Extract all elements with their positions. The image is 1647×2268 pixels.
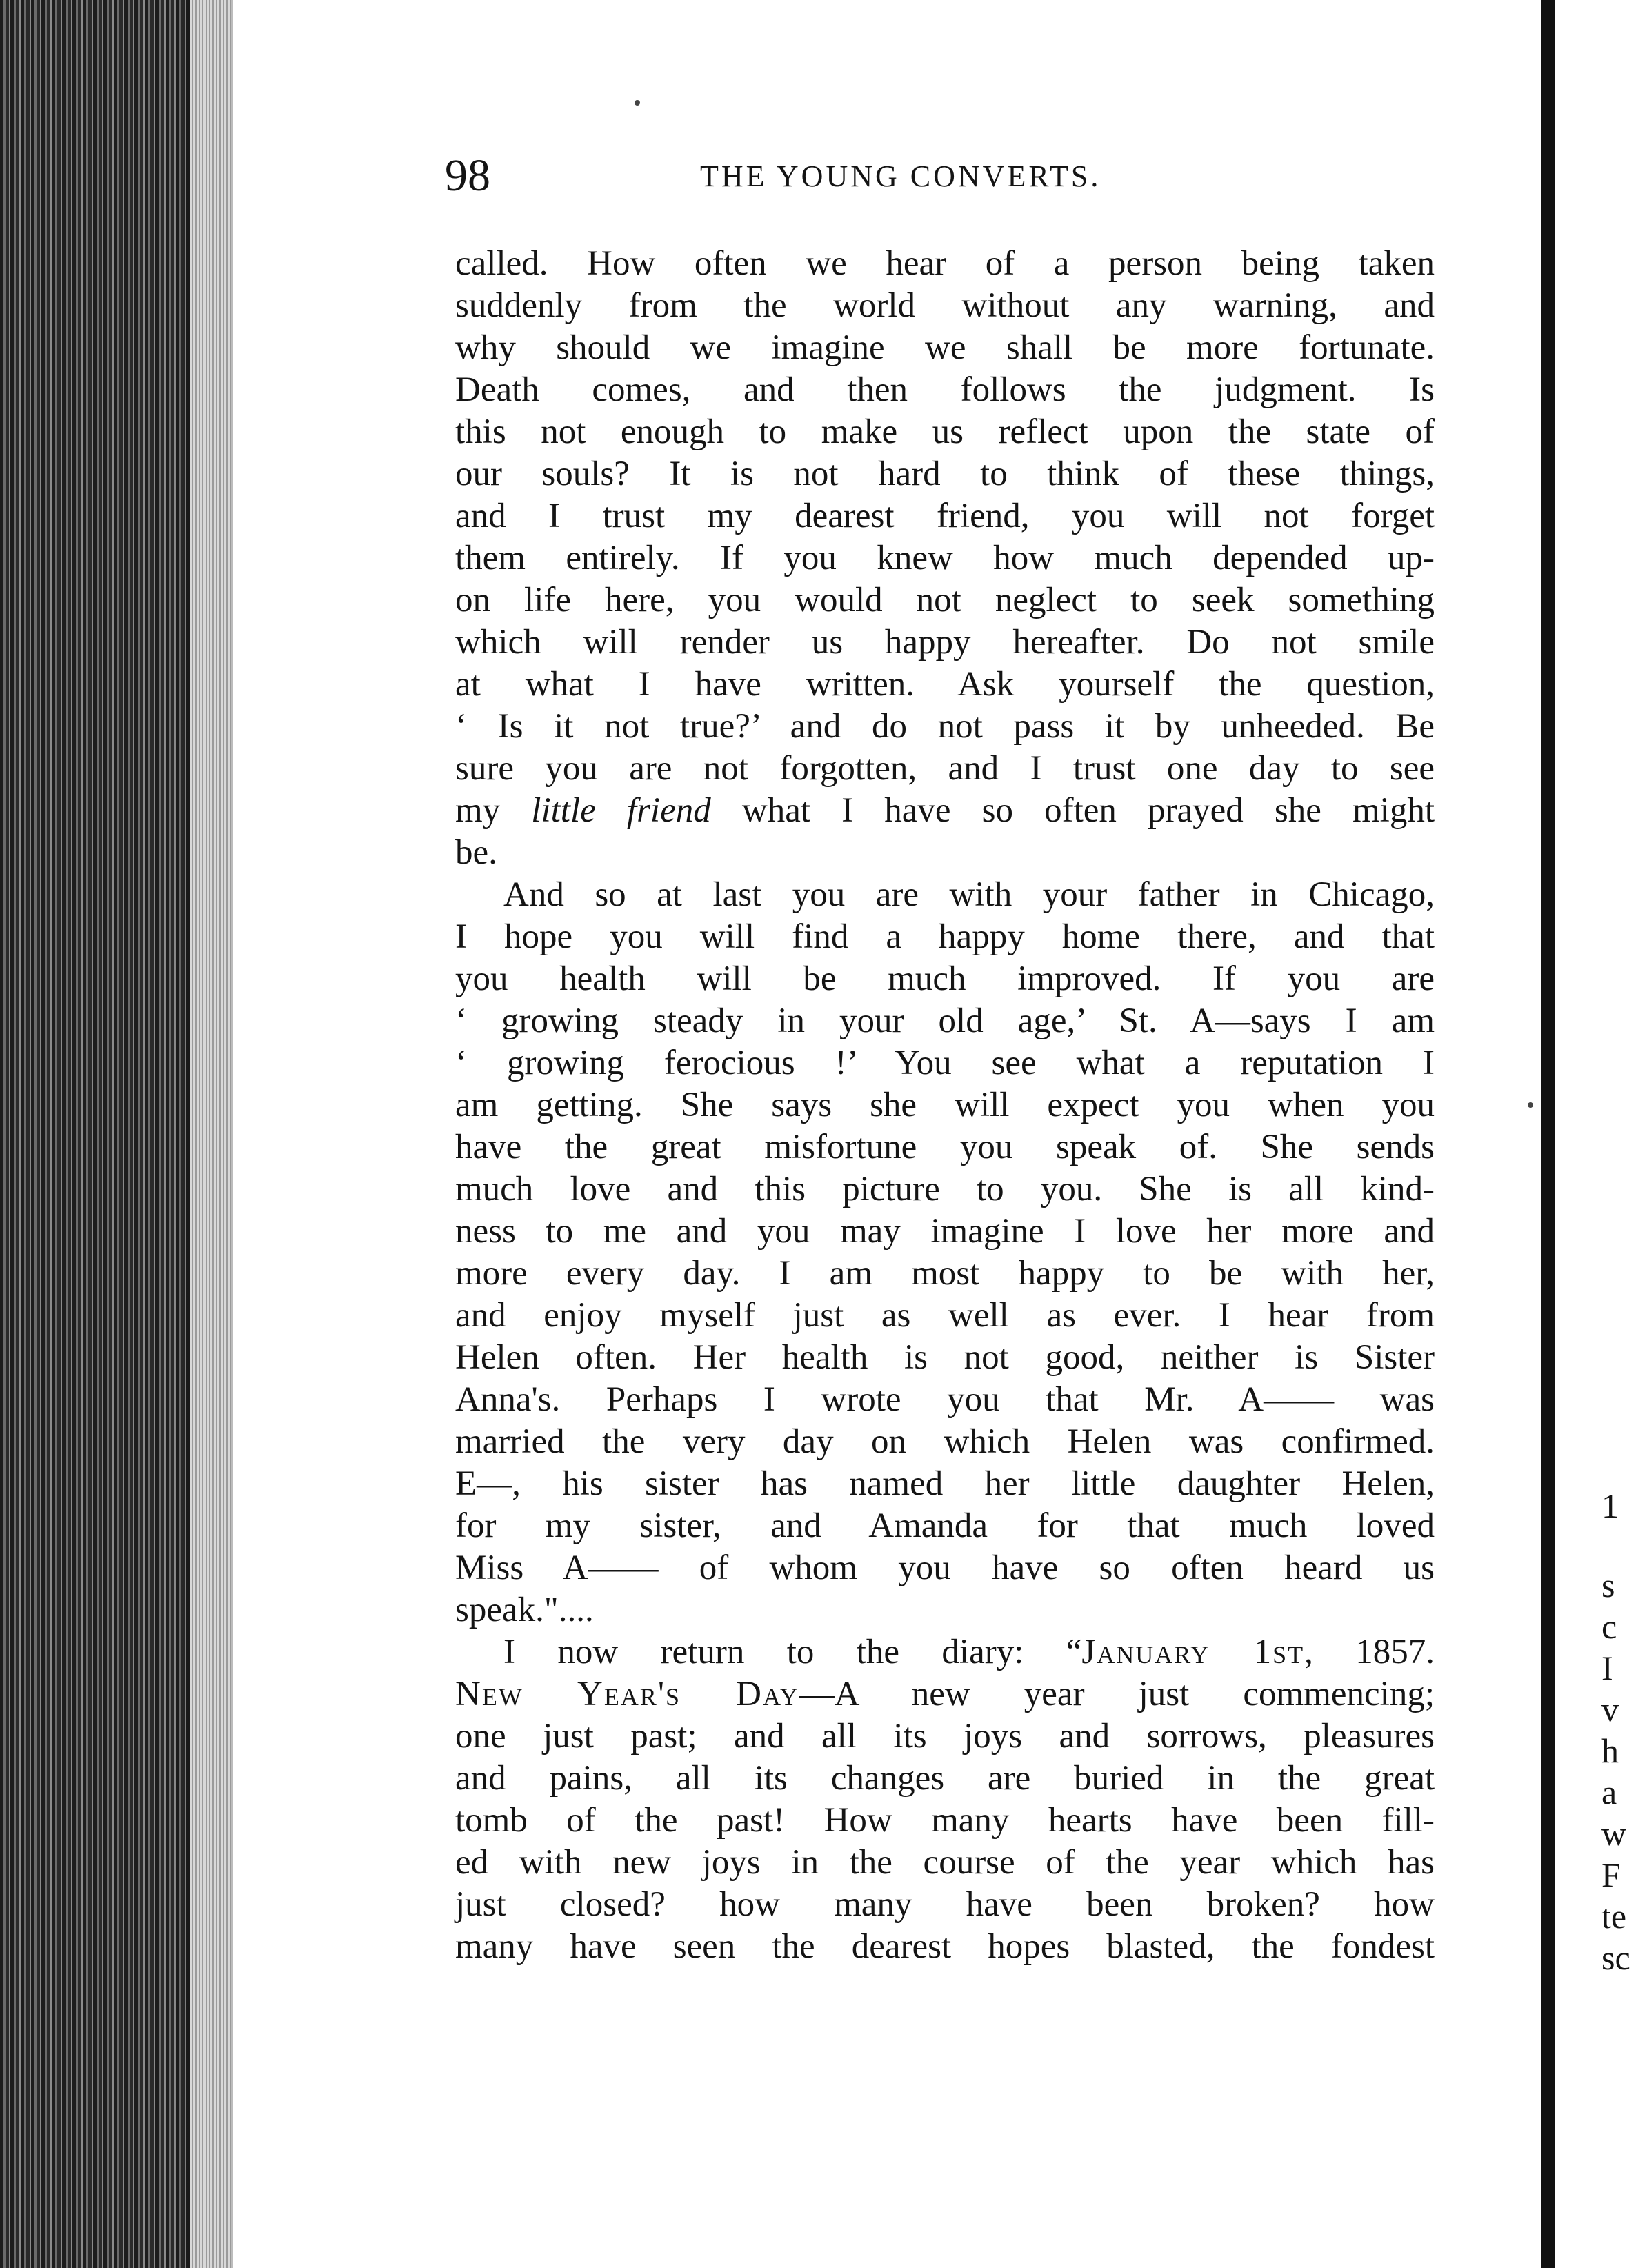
text-line: just closed? how many have been broken? how (455, 1885, 1435, 1924)
text-line: ‘ growing ferocious !’ You see what a reputation I (455, 1044, 1435, 1082)
text-line: ‘ growing steady in your old age,’ St. A—says I am (455, 1002, 1435, 1040)
text-line: Anna's. Perhaps I wrote you that Mr. A—— was (455, 1380, 1435, 1419)
text-run: my (455, 791, 532, 830)
text-line: and enjoy myself just as well as ever. I hear from (455, 1296, 1435, 1335)
facing-page-fragment: v (1601, 1690, 1619, 1729)
text-line: ‘ Is it not true?’ and do not pass it by unheeded. Be (455, 707, 1435, 746)
running-head: THE YOUNG CONVERTS. (700, 159, 1101, 193)
text-line: have the great misfortune you speak of. She sends (455, 1128, 1435, 1166)
facing-page-fragment: s (1601, 1566, 1615, 1604)
facing-page-fragment: h (1601, 1731, 1619, 1770)
body-text (455, 243, 1435, 1968)
text-line: more every day. I am most happy to be with her, (455, 1254, 1435, 1293)
page-header (445, 148, 1438, 203)
text-line: ness to me and you may imagine I love her more and (455, 1212, 1435, 1251)
facing-page-fragment: sc (1601, 1938, 1630, 1977)
text-line (455, 1673, 1435, 1715)
text-line: much love and this picture to you. She is all kind- (455, 1170, 1435, 1208)
text-run: —A new year just commencing; (799, 1675, 1435, 1713)
facing-page-fragment: te (1601, 1897, 1627, 1936)
text-line (455, 790, 1435, 832)
text-line: our souls? It is not hard to think of these things, (455, 455, 1435, 493)
text-line: ed with new joys in the course of the year which has (455, 1843, 1435, 1882)
facing-page-fragment: I (1601, 1649, 1613, 1687)
text-line: tomb of the past! How many hearts have been fill- (455, 1801, 1435, 1840)
text-line: and I trust my dearest friend, you will not forget (455, 497, 1435, 535)
text-line: Helen often. Her health is not good, neither is Sister (455, 1338, 1435, 1377)
text-run: I now return to the diary: “ (503, 1633, 1082, 1671)
text-run: , 1857. (1304, 1633, 1435, 1671)
small-caps-date: January 1st (1081, 1633, 1305, 1671)
facing-page-fragment: w (1601, 1814, 1627, 1853)
text-line: why should we imagine we shall be more fortunate. (455, 328, 1435, 367)
text-line: at what I have written. Ask yourself the question, (455, 665, 1435, 704)
small-caps-heading: New Year's Day (455, 1675, 799, 1713)
text-line: E—, his sister has named her little daughter Helen, (455, 1464, 1435, 1503)
text-line: one just past; and all its joys and sorrows, pleasures (455, 1717, 1435, 1755)
page-edge-leaves (190, 0, 231, 2268)
text-line: them entirely. If you knew how much depended up- (455, 539, 1435, 577)
facing-page-fragment: 1 (1601, 1486, 1619, 1525)
text-line: which will render us happy hereafter. Do not smile (455, 623, 1435, 662)
ink-speck (635, 100, 640, 106)
paragraph-start (455, 1631, 1435, 1673)
book-gutter (1541, 0, 1555, 2268)
ink-speck (1528, 1102, 1533, 1108)
text-line: this not enough to make us reflect upon the state of (455, 412, 1435, 451)
text-line: Miss A—— of whom you have so often heard us (455, 1549, 1435, 1587)
text-line: you health will be much improved. If you are (455, 959, 1435, 998)
text-line: suddenly from the world without any warning, and (455, 286, 1435, 325)
italic-phrase: little friend (531, 791, 711, 830)
facing-page-fragment: a (1601, 1773, 1617, 1811)
text-line: and pains, all its changes are buried in the great (455, 1759, 1435, 1798)
text-line: called. How often we hear of a person being taken (455, 244, 1435, 283)
facing-page-fragment: F (1601, 1856, 1621, 1894)
facing-page-fragment: c (1601, 1607, 1617, 1646)
text-line: on life here, you would not neglect to seek something (455, 581, 1435, 619)
text-line: sure you are not forgotten, and I trust one day to see (455, 749, 1435, 788)
paragraph-start: And so at last you are with your father in Chicago, (503, 875, 1435, 914)
text-line: be. (455, 833, 497, 872)
text-line: am getting. She says she will expect you when you (455, 1086, 1435, 1124)
text-line: I hope you will find a happy home there, and that (455, 917, 1435, 956)
text-line: many have seen the dearest hopes blasted, the fondest (455, 1927, 1435, 1966)
text-line: for my sister, and Amanda for that much loved (455, 1506, 1435, 1545)
text-line: speak.".... (455, 1591, 594, 1629)
text-run: what I have so often prayed she might (710, 791, 1435, 830)
text-line: Death comes, and then follows the judgment. Is (455, 370, 1435, 409)
page-number: 98 (445, 150, 490, 201)
text-line: married the very day on which Helen was confirmed. (455, 1422, 1435, 1461)
